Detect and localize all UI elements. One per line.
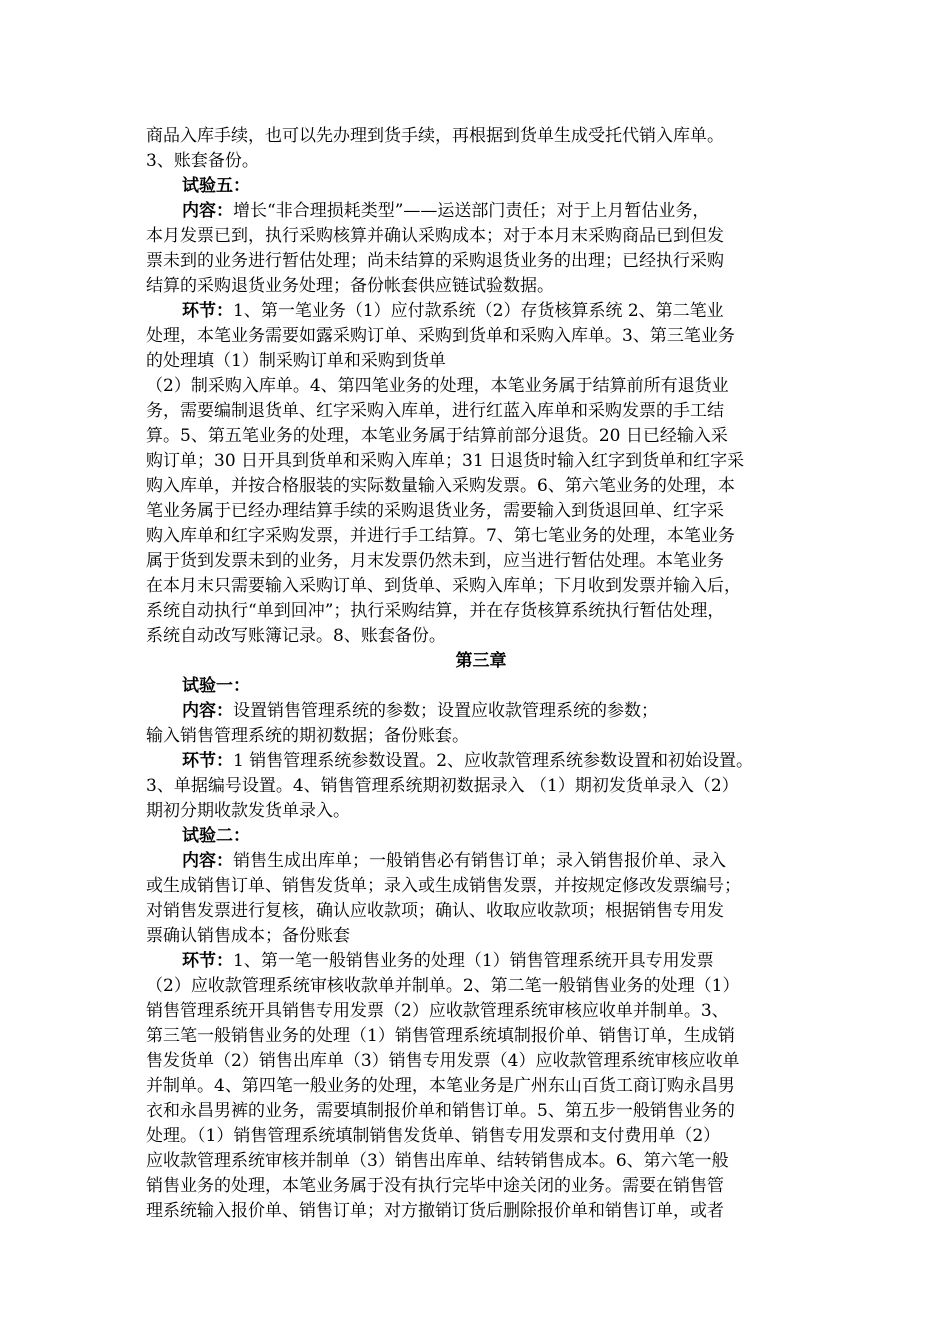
text-line: 售发货单（2）销售出库单（3）销售专用发票（4）应收款管理系统审核应收单 bbox=[146, 1051, 740, 1071]
text-line: 的处理填（1）制采购订单和采购到货单 bbox=[146, 351, 446, 371]
label-content: 内容： bbox=[182, 701, 233, 721]
label-steps: 环节： bbox=[182, 951, 233, 971]
text-line: 笔业务属于已经办理结算手续的采购退货业务，需要输入到货退回单、红字采 bbox=[146, 501, 724, 521]
text-line: 销售业务的处理，本笔业务属于没有执行完毕中途关闭的业务。需要在销售管 bbox=[146, 1176, 724, 1196]
label-steps: 环节： bbox=[182, 751, 233, 771]
text-line: 期初分期收款发货单录入。 bbox=[146, 801, 350, 821]
text-line bbox=[146, 299, 816, 324]
text-span: 1、第一笔一般销售业务的处理（1）销售管理系统开具专用发票 bbox=[233, 951, 714, 971]
label-content: 内容： bbox=[182, 201, 233, 221]
text-line: 商品入库手续，也可以先办理到货手续，再根据到货单生成受托代销入库单。 bbox=[146, 126, 724, 146]
text-line: 理系统输入报价单、销售订单；对方撤销订货后删除报价单和销售订单，或者 bbox=[146, 1201, 724, 1221]
text-line bbox=[146, 849, 816, 874]
text-line: 3、单据编号设置。4、销售管理系统期初数据录入 （1）期初发货单录入（2） bbox=[146, 776, 739, 796]
text-line: 处理，本笔业务需要如露采购订单、采购到货单和采购入库单。3、第三笔业务 bbox=[146, 326, 735, 346]
text-line bbox=[146, 199, 816, 224]
text-line: 本月发票已到，执行采购核算并确认采购成本；对于本月末采购商品已到但发 bbox=[146, 226, 724, 246]
text-line: 并制单。4、第四笔一般业务的处理，本笔业务是广州东山百货工商订购永昌男 bbox=[146, 1076, 735, 1096]
chapter-title: 第三章 bbox=[455, 651, 507, 671]
text-line bbox=[146, 749, 816, 774]
text-line: 3、账套备份。 bbox=[146, 151, 259, 171]
text-line: 票未到的业务进行暂估处理；尚未结算的采购退货业务的出理；已经执行采购 bbox=[146, 251, 724, 271]
text-line: 对销售发票进行复核，确认应收款项；确认、收取应收款项；根据销售专用发 bbox=[146, 901, 724, 921]
text-line: 购订单；30 日开具到货单和采购入库单；31 日退货时输入红字到货单和红字采 bbox=[146, 451, 745, 471]
label-content: 内容： bbox=[182, 851, 233, 871]
text-line: 销售管理系统开具销售专用发票（2）应收款管理系统审核应收单并制单。3、 bbox=[146, 1001, 729, 1021]
text-span: 增长“非合理损耗类型”——运送部门责任；对于上月暂估业务， bbox=[233, 201, 710, 221]
text-line: 系统自动执行“单到回冲”；执行采购结算，并在存货核算系统执行暂估处理， bbox=[146, 601, 725, 621]
text-line: 算。5、第五笔业务的处理，本笔业务属于结算前部分退货。20 日已经输入采 bbox=[146, 426, 728, 446]
text-line: （2）制采购入库单。4、第四笔业务的处理，本笔业务属于结算前所有退货业 bbox=[146, 376, 729, 396]
text-line: 结算的采购退货业务处理；备份帐套供应链试验数据。 bbox=[146, 276, 554, 296]
section-heading: 试验五： bbox=[182, 176, 250, 196]
text-line: （2）应收款管理系统审核收款单并制单。2、第二笔一般销售业务的处理（1） bbox=[146, 976, 740, 996]
text-line: 衣和永昌男裤的业务，需要填制报价单和销售订单。5、第五步一般销售业务的 bbox=[146, 1101, 735, 1121]
text-line bbox=[146, 699, 816, 724]
section-heading: 试验一： bbox=[182, 676, 250, 696]
text-line: 属于货到发票未到的业务，月末发票仍然未到，应当进行暂估处理。本笔业务 bbox=[146, 551, 724, 571]
text-span: 1 销售管理系统参数设置。2、应收款管理系统参数设置和初始设置。 bbox=[233, 751, 754, 771]
document-body bbox=[146, 124, 816, 1224]
text-line: 或生成销售订单、销售发货单；录入或生成销售发票，并按规定修改发票编号； bbox=[146, 876, 741, 896]
text-line: 在本月末只需要输入采购订单、到货单、采购入库单；下月收到发票并输入后， bbox=[146, 576, 741, 596]
text-line: 输入销售管理系统的期初数据；备份账套。 bbox=[146, 726, 469, 746]
text-line bbox=[146, 949, 816, 974]
text-line: 购入库单和红字采购发票，并进行手工结算。7、第七笔业务的处理，本笔业务 bbox=[146, 526, 735, 546]
text-line: 票确认销售成本；备份账套 bbox=[146, 926, 350, 946]
text-span: 销售生成出库单；一般销售必有销售订单；录入销售报价单、录入 bbox=[233, 851, 726, 871]
text-line: 购入库单，并按合格服装的实际数量输入采购发票。6、第六笔业务的处理，本 bbox=[146, 476, 735, 496]
text-span: 设置销售管理系统的参数；设置应收款管理系统的参数； bbox=[233, 701, 658, 721]
section-heading: 试验二： bbox=[182, 826, 250, 846]
text-line: 系统自动改写账簿记录。8、账套备份。 bbox=[146, 626, 446, 646]
text-line: 处理。（1）销售管理系统填制销售发货单、销售专用发票和支付费用单（2） bbox=[146, 1126, 721, 1146]
text-line: 应收款管理系统审核并制单（3）销售出库单、结转销售成本。6、第六笔一般 bbox=[146, 1151, 729, 1171]
text-line: 第三笔一般销售业务的处理（1）销售管理系统填制报价单、销售订单，生成销 bbox=[146, 1026, 735, 1046]
text-span: 1、第一笔业务（1）应付款系统（2）存货核算系统 2、第二笔业 bbox=[233, 301, 724, 321]
label-steps: 环节： bbox=[182, 301, 233, 321]
text-line: 务，需要编制退货单、红字采购入库单，进行红蓝入库单和采购发票的手工结 bbox=[146, 401, 724, 421]
